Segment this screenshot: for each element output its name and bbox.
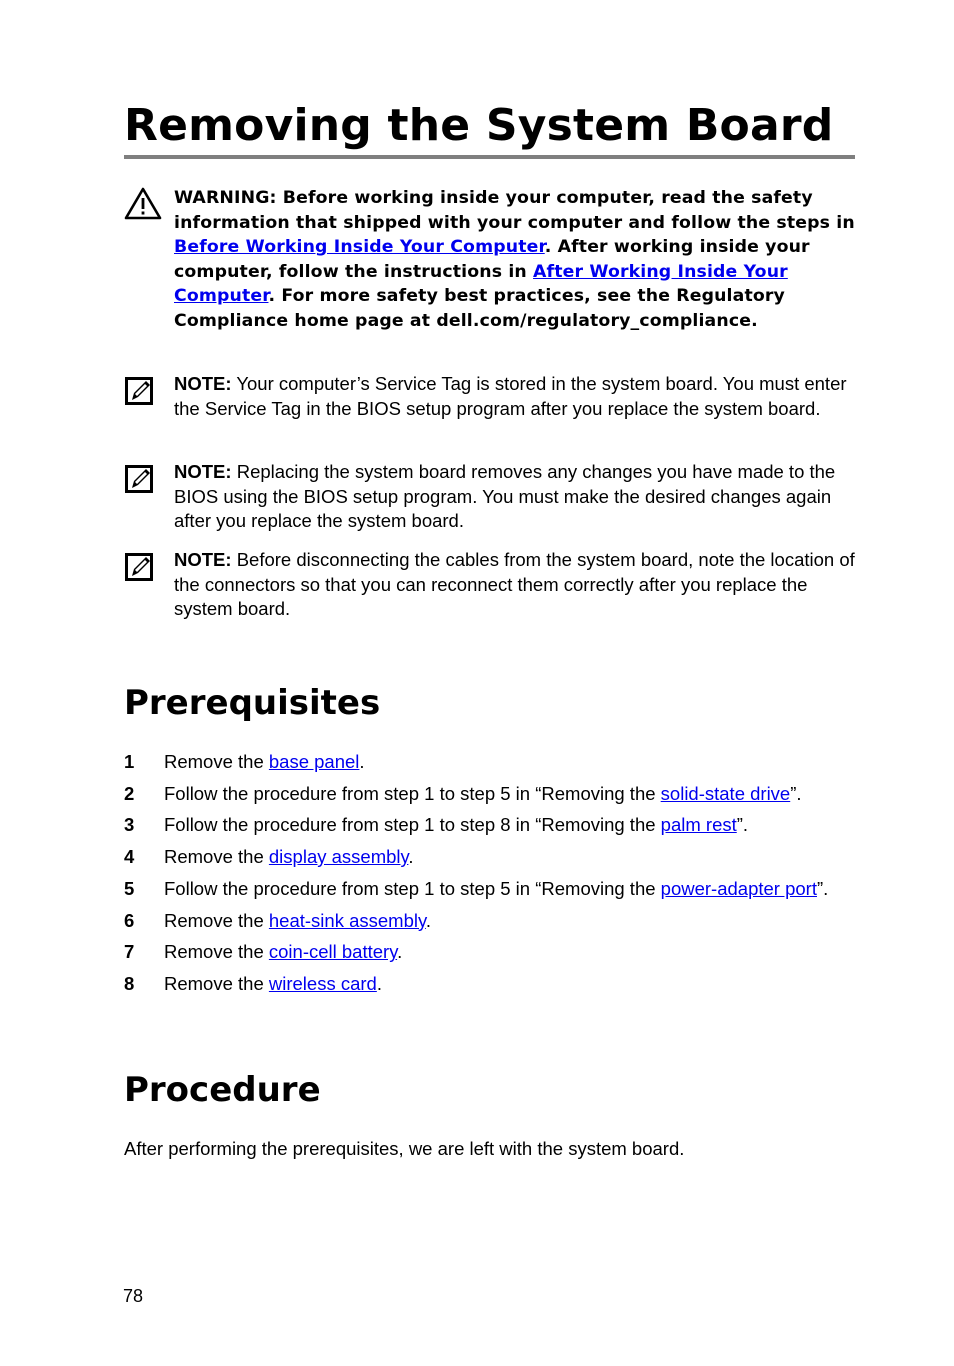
before-working-link[interactable]: Before Working Inside Your Computer	[174, 237, 545, 258]
list-item	[124, 972, 856, 997]
step-number: 3	[124, 814, 135, 836]
step-text: Follow the procedure from step 1 to step 8 in “Removing the	[164, 814, 661, 836]
step-text-end: .	[376, 972, 382, 994]
note-text	[174, 548, 856, 622]
step-number: 5	[124, 877, 135, 899]
list-item	[124, 813, 856, 838]
note-text	[174, 372, 856, 421]
note-pencil-icon	[124, 464, 154, 498]
step-number: 2	[124, 782, 135, 804]
prerequisites-list	[124, 750, 856, 1004]
step-text: Remove the	[164, 909, 269, 931]
step-text-end: ”.	[816, 877, 829, 899]
step-text: Remove the	[164, 972, 269, 994]
list-item	[124, 750, 856, 775]
heat-sink-assembly-link[interactable]: heat-sink assembly	[268, 909, 426, 931]
list-item	[124, 782, 856, 807]
title-underline-rule	[124, 155, 855, 159]
after-working-link[interactable]: After Working Inside Your Computer	[174, 261, 788, 307]
note-pencil-icon	[124, 376, 154, 410]
page-number: 78	[123, 1286, 144, 1306]
step-text-end: .	[425, 909, 432, 931]
warning-text-part3: . For more safety best practices, see the Regulatory Compliance home page at dell.com/regulatory_compliance.	[174, 286, 785, 331]
list-item	[124, 845, 856, 870]
step-text-end: .	[359, 751, 365, 772]
list-item	[124, 940, 856, 965]
palm-rest-link[interactable]: palm rest	[660, 814, 737, 836]
warning-text-part1: WARNING: Before working inside your computer, read the safety information that shipped with your computer and follow the steps in	[174, 188, 855, 233]
list-item	[124, 877, 856, 902]
prerequisites-heading: Prerequisites	[124, 683, 381, 723]
step-text: Remove the	[164, 941, 269, 963]
step-number: 8	[124, 972, 135, 994]
list-item	[124, 909, 856, 934]
display-assembly-link[interactable]: display assembly	[268, 846, 409, 868]
step-number: 6	[124, 909, 135, 931]
note-body: Before disconnecting the cables from the system board, note the location of the connectors so that you can reconnect them correctly after you replace the system board.	[174, 549, 855, 620]
step-number: 7	[124, 941, 135, 963]
step-text: Remove the	[164, 846, 269, 868]
step-text: Follow the procedure from step 1 to step 5 in “Removing the	[164, 877, 661, 899]
warning-text-part2: . After working inside your computer, follow the instructions in	[174, 237, 810, 282]
warning-text	[174, 186, 856, 334]
step-text: Follow the procedure from step 1 to step 5 in “Removing the	[164, 782, 661, 804]
warning-triangle-icon	[124, 186, 162, 224]
note-body: Your computer’s Service Tag is stored in the system board. You must enter the Service Tag in the BIOS setup program after you replace the system board.	[174, 373, 847, 419]
note-label: NOTE:	[174, 461, 232, 482]
step-number: 4	[124, 846, 135, 868]
note-pencil-icon	[124, 552, 154, 586]
page-title: Removing the System Board	[124, 100, 834, 151]
coin-cell-battery-link[interactable]: coin-cell battery	[268, 941, 398, 963]
wireless-card-link[interactable]: wireless card	[268, 972, 377, 994]
solid-state-drive-link[interactable]: solid-state drive	[660, 782, 791, 804]
step-text-end: .	[397, 941, 403, 963]
step-number: 1	[124, 751, 135, 772]
step-text: Remove the	[164, 751, 269, 772]
note-body: Replacing the system board removes any changes you have made to the BIOS using the BIOS setup program. You must make the desired changes again after you replace the system board.	[174, 461, 836, 532]
step-text-end: ”.	[790, 782, 802, 804]
note-text	[174, 460, 856, 534]
procedure-heading: Procedure	[124, 1070, 321, 1110]
note-label: NOTE:	[174, 373, 232, 394]
procedure-text: After performing the prerequisites, we are left with the system board.	[124, 1138, 685, 1159]
step-text-end: .	[408, 846, 414, 868]
power-adapter-port-link[interactable]: power-adapter port	[660, 877, 817, 899]
step-text-end: ”.	[736, 814, 749, 836]
note-label: NOTE:	[174, 549, 232, 570]
base-panel-link[interactable]: base panel	[268, 751, 360, 772]
